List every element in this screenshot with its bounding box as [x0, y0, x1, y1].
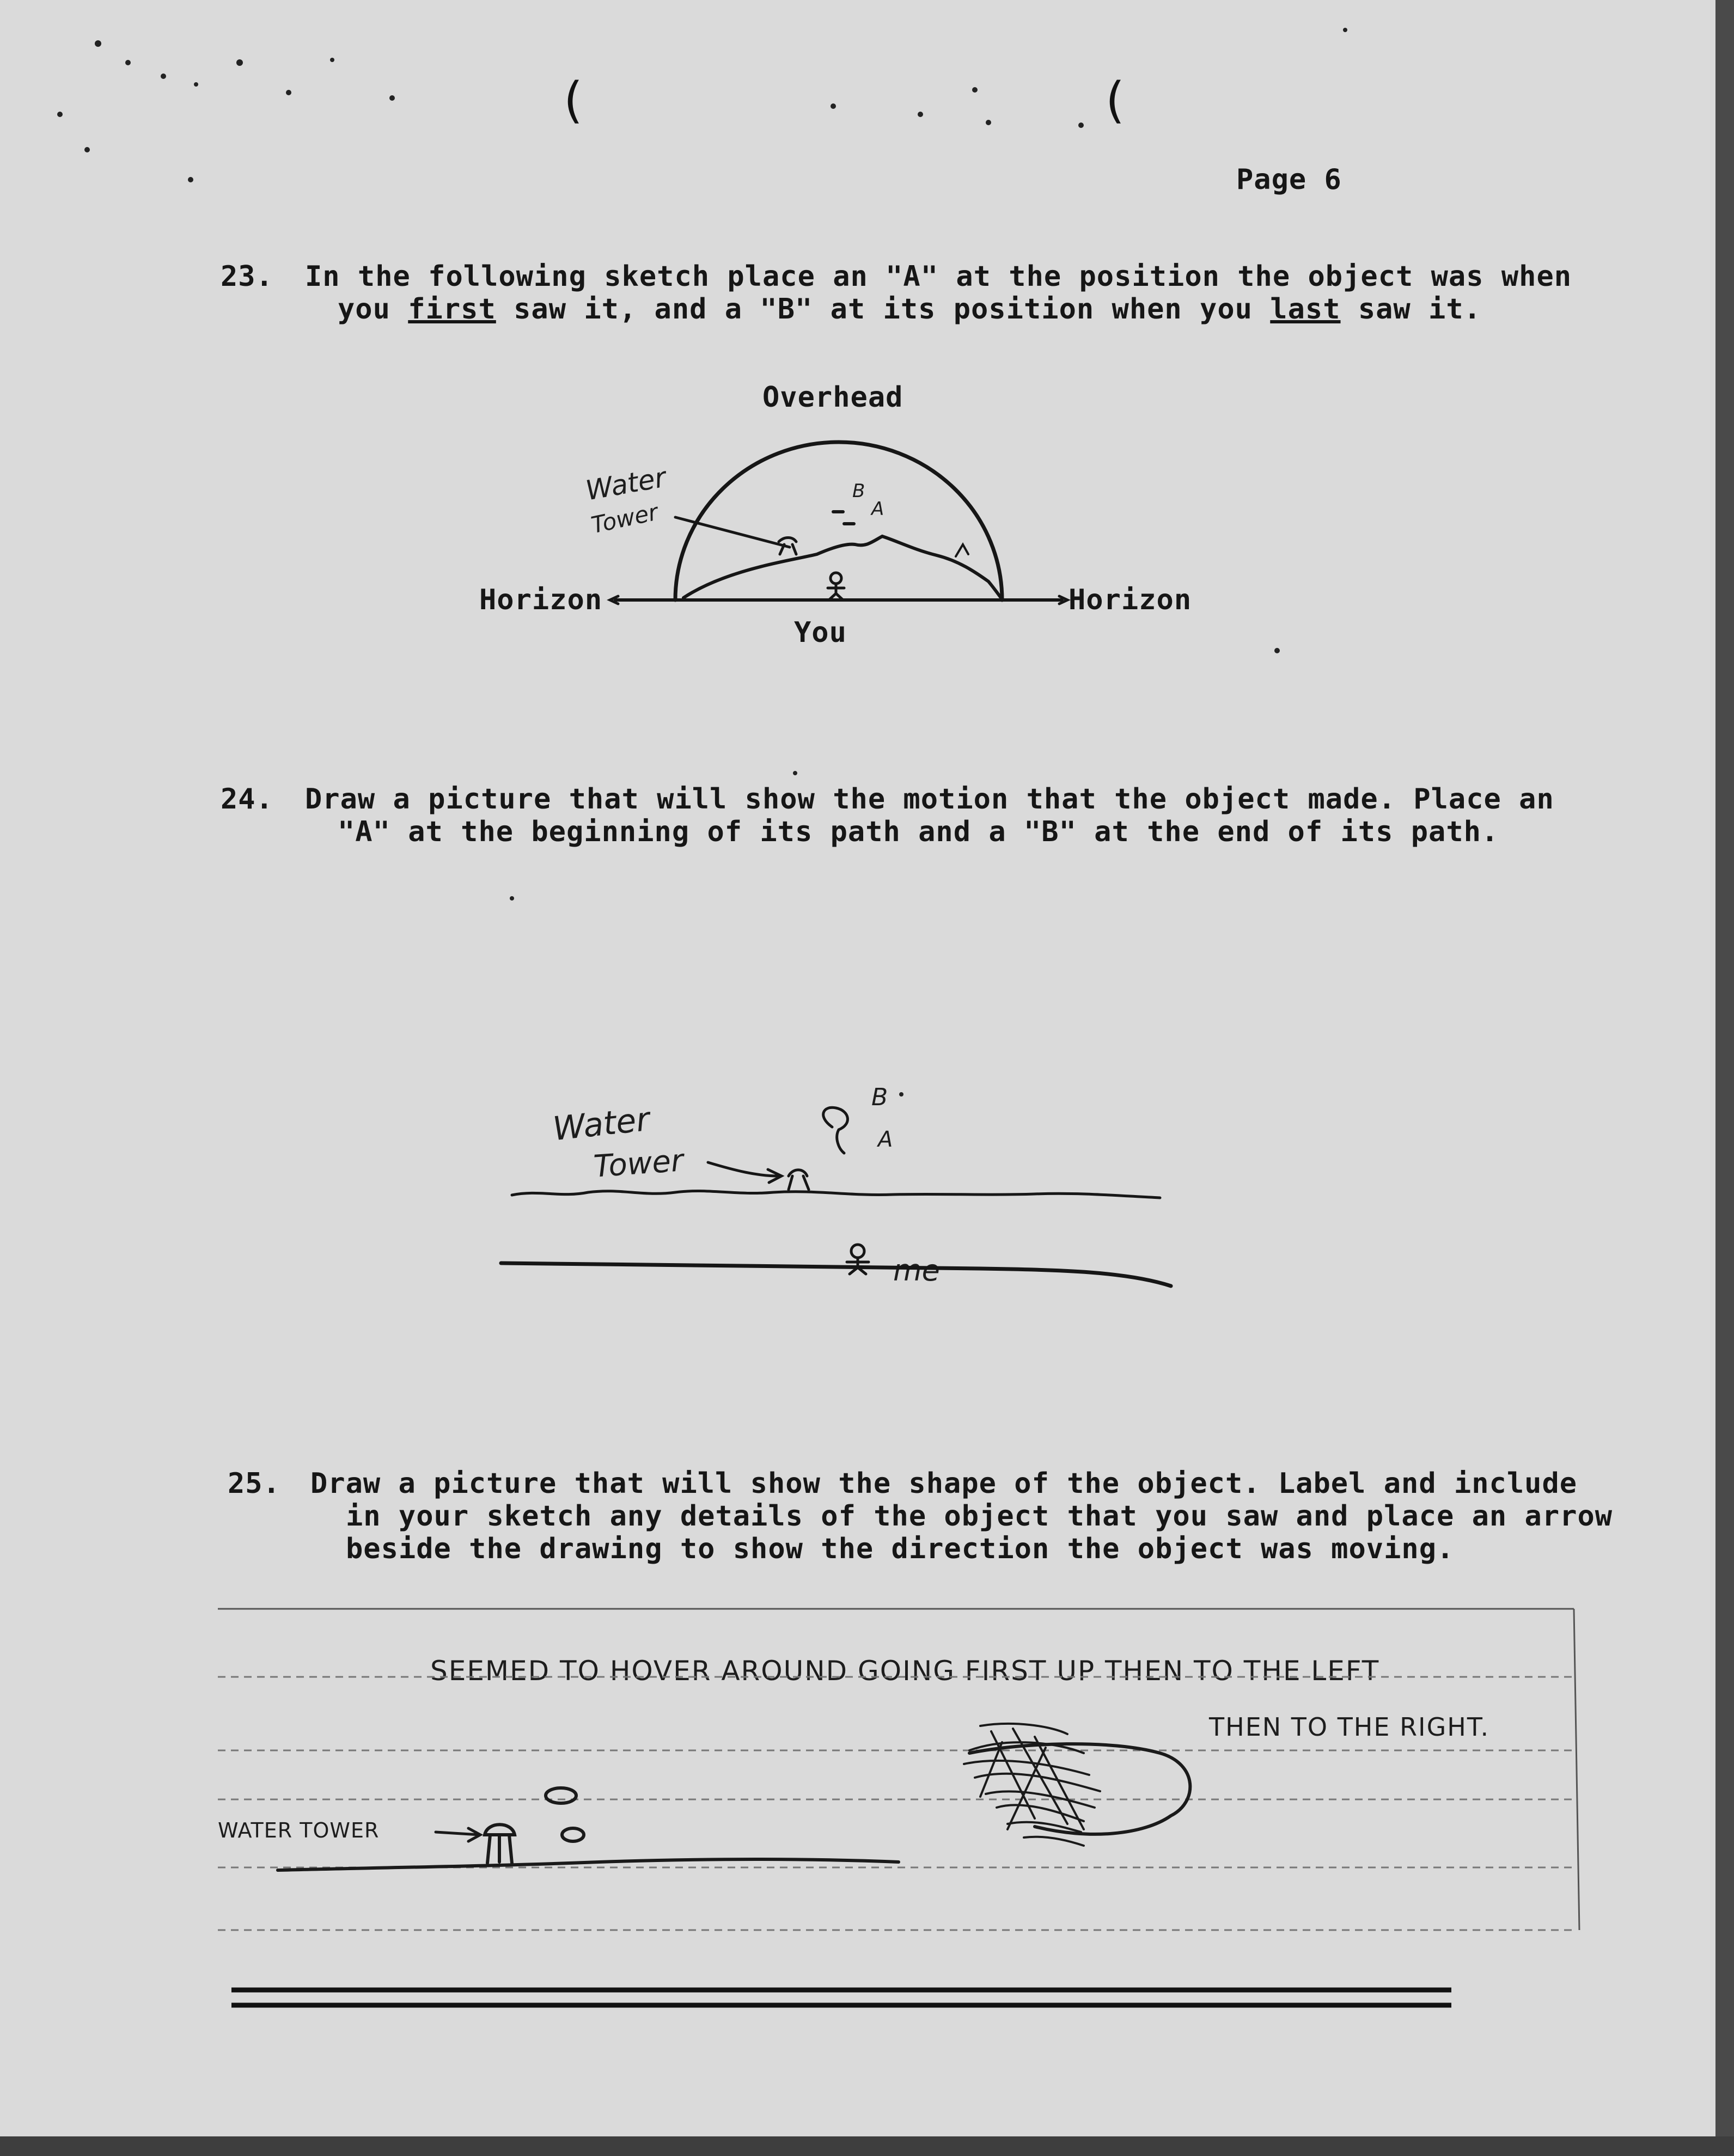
q24-line1: Draw a picture that will show the motion that the object made. Place an — [305, 783, 1554, 816]
scan-edge-bottom — [0, 2136, 1734, 2156]
q25-hand-line2: THEN TO THE RIGHT. — [1209, 1712, 1490, 1742]
q23-first-underlined: first — [408, 293, 496, 326]
q25-arrow — [436, 1828, 480, 1841]
q23-line1: In the following sketch place an "A" at the position the object was when — [305, 260, 1572, 293]
page-specks — [57, 28, 1347, 1097]
q25-water-tower-legs — [487, 1835, 512, 1863]
q24-hand-water: Water — [551, 1100, 652, 1149]
q24-wavy-ground — [512, 1191, 1160, 1198]
q24-hand-a: A — [878, 1127, 893, 1152]
q23-sketch — [610, 442, 1067, 604]
q23-line2-pre: you — [338, 293, 408, 326]
horizon-right-label: Horizon — [1069, 584, 1192, 616]
top-paren-left: ( — [564, 72, 583, 129]
q25-water-tower-top — [485, 1824, 515, 1835]
bottom-double-rule — [231, 1990, 1451, 2005]
q25-sketch-box — [218, 1609, 1579, 1930]
q25-small-object-lower — [562, 1828, 584, 1841]
q24-ground-line — [501, 1263, 1171, 1286]
q24-water-tower — [789, 1170, 809, 1190]
q24-hand-tower: Tower — [592, 1143, 685, 1185]
horizon-left-label: Horizon — [479, 584, 603, 616]
q24-hand-b: B — [871, 1083, 888, 1111]
q23-number: 23. — [221, 260, 273, 293]
q23-hand-water: Water — [583, 461, 669, 507]
page-label: Page 6 — [1236, 163, 1342, 196]
q25-hand-line1: SEEMED TO HOVER AROUND GOING FIRST UP THEN TO THE LEFT — [430, 1655, 1380, 1687]
q23-hand-mark-right — [956, 544, 968, 556]
q23-line2-mid: saw it, and a "B" at its position when you — [496, 293, 1271, 326]
q25-line2: in your sketch any details of the object that you saw and place an arrow — [346, 1500, 1613, 1533]
q25-number: 25. — [228, 1467, 280, 1500]
q25-line3: beside the drawing to show the direction the object was moving. — [346, 1533, 1455, 1565]
q25-hand-water-tower: WATER TOWER — [218, 1818, 380, 1842]
q23-last-underlined: last — [1270, 293, 1341, 326]
q24-line2: "A" at the beginning of its path and a "B" at the end of its path. — [338, 816, 1499, 848]
q23-stick-figure-body — [828, 584, 844, 600]
q24-sketch — [501, 1107, 1171, 1286]
q24-pointer-arrow — [708, 1162, 781, 1183]
q25-small-object-upper — [546, 1788, 576, 1803]
q25-line1: Draw a picture that will show the shape of the object. Label and include — [310, 1467, 1578, 1500]
q23-hand-tower: Tower — [589, 498, 661, 539]
overhead-label: Overhead — [762, 381, 903, 414]
q23-line2-post: saw it. — [1340, 293, 1481, 326]
top-paren-right: ( — [1106, 72, 1125, 129]
q24-stick-figure-head — [851, 1245, 864, 1258]
q23-hand-a: A — [871, 498, 884, 520]
you-label: You — [794, 616, 847, 649]
q24-object-path — [823, 1107, 848, 1153]
scan-edge-right — [1715, 0, 1734, 2156]
q24-number: 24. — [221, 783, 273, 816]
q25-drawings — [278, 1724, 1190, 1870]
q23-stick-figure-head — [831, 573, 841, 584]
q23-hand-b: B — [852, 480, 865, 502]
q25-large-object-scribble — [964, 1724, 1100, 1846]
q24-hand-me: me — [893, 1253, 940, 1288]
q25-ground-line — [278, 1859, 899, 1870]
